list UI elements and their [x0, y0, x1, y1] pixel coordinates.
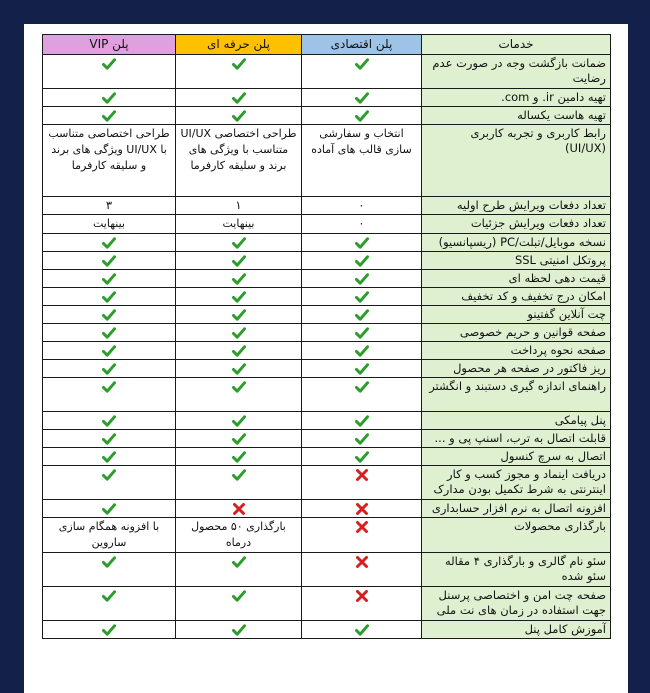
check-mark-icon [232, 109, 246, 123]
header-vip-plan: پلن VIP [43, 35, 176, 55]
professional-cell [176, 89, 302, 107]
check-mark-icon [102, 308, 116, 322]
table-row [43, 448, 611, 466]
header-features: خدمات [422, 35, 611, 55]
check-mark-icon [232, 623, 246, 637]
table-row [43, 324, 611, 342]
check-mark-icon [355, 308, 369, 322]
table-row [43, 288, 611, 306]
table-row [43, 89, 611, 107]
cross-mark-icon [355, 555, 369, 569]
economy-cell [302, 89, 422, 107]
check-mark-icon [102, 432, 116, 446]
professional-cell [176, 324, 302, 342]
economy-cell: انتخاب و سفارشی سازی قالب های آماده [302, 125, 422, 197]
vip-cell [43, 378, 176, 412]
check-mark-icon [355, 623, 369, 637]
feature-cell: بارگذاری محصولات [422, 518, 611, 553]
economy-cell [302, 306, 422, 324]
check-mark-icon [102, 344, 116, 358]
table-row [43, 430, 611, 448]
cross-mark-icon [355, 589, 369, 603]
check-mark-icon [102, 236, 116, 250]
feature-cell: امکان درج تخفیف و کد تخفیف [422, 288, 611, 306]
check-mark-icon [102, 380, 116, 394]
vip-cell: ۳ [43, 197, 176, 215]
check-mark-icon [102, 91, 116, 105]
professional-cell [176, 500, 302, 518]
check-mark-icon [102, 254, 116, 268]
economy-cell [302, 412, 422, 430]
feature-cell: سئو نام گالری و بارگذاری ۴ مقاله سئو شده [422, 553, 611, 587]
header-professional-plan: پلن حرفه ای [176, 35, 302, 55]
check-mark-icon [355, 236, 369, 250]
table-row [43, 234, 611, 252]
feature-cell: نسخه موبایل/تبلت/PC (ریسپانسیو) [422, 234, 611, 252]
vip-cell [43, 89, 176, 107]
header-row [43, 35, 611, 55]
check-mark-icon [232, 432, 246, 446]
check-mark-icon [102, 502, 116, 516]
table-row [43, 553, 611, 587]
economy-cell [302, 553, 422, 587]
feature-cell: تهیه هاست یکساله [422, 107, 611, 125]
professional-cell: بینهایت [176, 215, 302, 234]
document-page [24, 24, 628, 693]
feature-cell: صفحه قوانین و حریم خصوصی [422, 324, 611, 342]
check-mark-icon [232, 344, 246, 358]
vip-cell [43, 553, 176, 587]
feature-cell: پنل پیامکی [422, 412, 611, 430]
table-row [43, 252, 611, 270]
check-mark-icon [232, 555, 246, 569]
feature-cell: تهیه دامین ir. و com. [422, 89, 611, 107]
economy-cell [302, 518, 422, 553]
vip-cell [43, 466, 176, 500]
feature-cell: چت آنلاین گفتینو [422, 306, 611, 324]
vip-cell [43, 270, 176, 288]
vip-cell [43, 342, 176, 360]
economy-cell [302, 621, 422, 639]
plans-comparison-table [42, 34, 611, 639]
check-mark-icon [102, 555, 116, 569]
vip-cell [43, 252, 176, 270]
header-economy-plan: پلن اقتصادی [302, 35, 422, 55]
vip-cell [43, 306, 176, 324]
check-mark-icon [102, 589, 116, 603]
feature-cell: دریافت اینماد و مجوز کسب و کار اینترنتی به شرط تکمیل بودن مدارک [422, 466, 611, 500]
check-mark-icon [355, 109, 369, 123]
economy-cell [302, 448, 422, 466]
vip-cell [43, 412, 176, 430]
vip-cell: با افزونه همگام سازی ساروین [43, 518, 176, 553]
cross-mark-icon [232, 502, 246, 516]
table-row [43, 306, 611, 324]
professional-cell [176, 378, 302, 412]
vip-cell [43, 324, 176, 342]
vip-cell [43, 55, 176, 89]
check-mark-icon [102, 109, 116, 123]
professional-cell [176, 466, 302, 500]
professional-cell [176, 553, 302, 587]
cross-mark-icon [355, 502, 369, 516]
check-mark-icon [102, 57, 116, 71]
table-row [43, 55, 611, 89]
vip-cell [43, 448, 176, 466]
professional-cell [176, 587, 302, 621]
professional-cell [176, 342, 302, 360]
check-mark-icon [102, 272, 116, 286]
professional-cell [176, 107, 302, 125]
feature-cell: ضمانت بازگشت وجه در صورت عدم رضایت [422, 55, 611, 89]
professional-cell [176, 234, 302, 252]
feature-cell: صفحه نحوه پرداخت [422, 342, 611, 360]
table-row [43, 270, 611, 288]
check-mark-icon [102, 468, 116, 482]
check-mark-icon [102, 623, 116, 637]
vip-cell: طراحی اختصاصی متناسب با UI/UX ویژگی های برند و سلیقه کارفرما [43, 125, 176, 197]
check-mark-icon [355, 254, 369, 268]
table-row [43, 107, 611, 125]
professional-cell [176, 270, 302, 288]
vip-cell [43, 288, 176, 306]
check-mark-icon [355, 432, 369, 446]
table-row [43, 518, 611, 553]
economy-cell [302, 252, 422, 270]
feature-cell: تعداد دفعات ویرایش جزئیات [422, 215, 611, 234]
professional-cell [176, 621, 302, 639]
professional-cell [176, 252, 302, 270]
vip-cell [43, 107, 176, 125]
check-mark-icon [232, 91, 246, 105]
professional-cell [176, 412, 302, 430]
professional-cell [176, 360, 302, 378]
feature-cell: اتصال به سرچ کنسول [422, 448, 611, 466]
economy-cell [302, 466, 422, 500]
feature-cell: پروتکل امنیتی SSL [422, 252, 611, 270]
vip-cell [43, 587, 176, 621]
economy-cell [302, 234, 422, 252]
check-mark-icon [232, 57, 246, 71]
feature-cell: آموزش کامل پنل [422, 621, 611, 639]
check-mark-icon [102, 326, 116, 340]
table-row [43, 342, 611, 360]
economy-cell [302, 270, 422, 288]
check-mark-icon [355, 290, 369, 304]
economy-cell [302, 378, 422, 412]
feature-cell: ریز فاکتور در صفحه هر محصول [422, 360, 611, 378]
feature-cell: افزونه اتصال به نرم افزار حسابداری [422, 500, 611, 518]
table-row [43, 125, 611, 197]
table-row [43, 500, 611, 518]
economy-cell [302, 360, 422, 378]
economy-cell [302, 500, 422, 518]
vip-cell [43, 234, 176, 252]
feature-cell: راهنمای اندازه گیری دستبند و انگشتر [422, 378, 611, 412]
check-mark-icon [232, 414, 246, 428]
vip-cell [43, 500, 176, 518]
table-row [43, 466, 611, 500]
vip-cell [43, 430, 176, 448]
check-mark-icon [232, 272, 246, 286]
check-mark-icon [355, 380, 369, 394]
check-mark-icon [102, 290, 116, 304]
economy-cell [302, 430, 422, 448]
table-row [43, 378, 611, 412]
economy-cell [302, 288, 422, 306]
table-row [43, 197, 611, 215]
vip-cell [43, 621, 176, 639]
check-mark-icon [232, 290, 246, 304]
table-row [43, 412, 611, 430]
economy-cell [302, 342, 422, 360]
check-mark-icon [355, 414, 369, 428]
vip-cell: بینهایت [43, 215, 176, 234]
check-mark-icon [102, 414, 116, 428]
feature-cell: صفحه چت امن و اختصاصی پرسنل جهت استفاده در زمان های نت ملی [422, 587, 611, 621]
professional-cell [176, 430, 302, 448]
economy-cell: ۰ [302, 197, 422, 215]
economy-cell [302, 107, 422, 125]
check-mark-icon [232, 254, 246, 268]
check-mark-icon [355, 272, 369, 286]
economy-cell [302, 587, 422, 621]
feature-cell: قیمت دهی لحظه ای [422, 270, 611, 288]
table-row [43, 360, 611, 378]
table-body [43, 55, 611, 639]
check-mark-icon [232, 236, 246, 250]
check-mark-icon [232, 589, 246, 603]
check-mark-icon [232, 362, 246, 376]
professional-cell: بارگذاری ۵۰ محصول درماه [176, 518, 302, 553]
table-row [43, 215, 611, 234]
feature-cell: رابط کاربری و تجربه کاربری (UI/UX) [422, 125, 611, 197]
cross-mark-icon [355, 468, 369, 482]
vip-cell [43, 360, 176, 378]
professional-cell [176, 448, 302, 466]
check-mark-icon [232, 308, 246, 322]
professional-cell: طراحی اختصاصی UI/UX متناسب با ویژگی های برند و سلیقه کارفرما [176, 125, 302, 197]
economy-cell: ۰ [302, 215, 422, 234]
check-mark-icon [232, 468, 246, 482]
economy-cell [302, 55, 422, 89]
professional-cell [176, 55, 302, 89]
feature-cell: تعداد دفعات ویرایش طرح اولیه [422, 197, 611, 215]
check-mark-icon [355, 450, 369, 464]
check-mark-icon [102, 450, 116, 464]
table-row [43, 587, 611, 621]
check-mark-icon [232, 450, 246, 464]
feature-cell: قابلت اتصال به ترب، اسنپ پی و ... [422, 430, 611, 448]
check-mark-icon [355, 57, 369, 71]
check-mark-icon [355, 344, 369, 358]
professional-cell [176, 306, 302, 324]
cross-mark-icon [355, 520, 369, 534]
table-row [43, 621, 611, 639]
professional-cell: ۱ [176, 197, 302, 215]
check-mark-icon [355, 91, 369, 105]
economy-cell [302, 324, 422, 342]
check-mark-icon [232, 380, 246, 394]
check-mark-icon [102, 362, 116, 376]
check-mark-icon [232, 326, 246, 340]
check-mark-icon [355, 362, 369, 376]
professional-cell [176, 288, 302, 306]
check-mark-icon [355, 326, 369, 340]
